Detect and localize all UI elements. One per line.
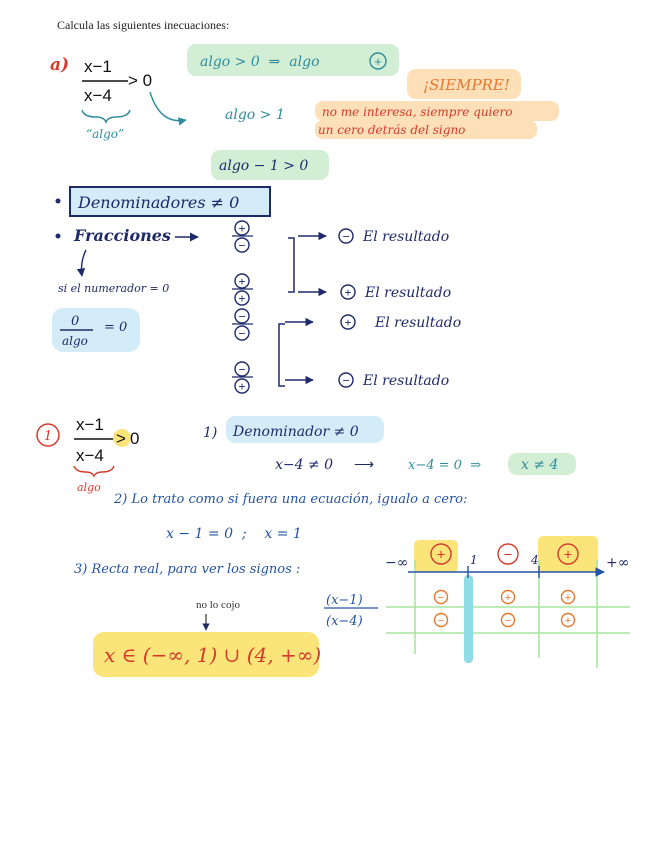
step1-arrow: ⟶ <box>354 456 375 472</box>
step1-result: x ≠ 4 <box>521 457 559 473</box>
rule-3-result-sign: + <box>344 315 352 330</box>
rule-1-result-text: El resultado <box>363 229 450 245</box>
row-label-1: (x−1) <box>326 593 363 608</box>
neg-infinity: −∞ <box>385 555 409 571</box>
excluded-column <box>464 575 473 663</box>
step1-work-left: x−4 ≠ 0 <box>275 457 334 473</box>
alt-form: algo > 1 <box>225 107 285 123</box>
rule-2-result-sign: + <box>344 285 352 300</box>
comment-line-1: no me interesa, siempre quiero <box>322 105 513 119</box>
exercise-number: 1 <box>43 429 53 444</box>
part-a-numerator: x−1 <box>84 57 112 76</box>
zero-fraction-den: algo <box>62 334 88 348</box>
rule-4-result-text: El resultado <box>363 373 450 389</box>
exercise-zero: 0 <box>130 429 140 448</box>
fractions-label: Fracciones <box>74 226 171 245</box>
rule-bracket-bottom <box>279 324 285 386</box>
step1-work-mid: x−4 = 0 ⇒ <box>408 458 482 473</box>
rule-box-text: algo > 0 ⇒ algo <box>200 54 320 70</box>
sign-table <box>324 536 630 668</box>
part-a-relation: > 0 <box>128 71 153 90</box>
interval-sign-3: + <box>563 546 573 564</box>
part-a-brace <box>82 110 130 122</box>
step1-label: 1) <box>203 425 218 441</box>
exercise-brace <box>74 466 114 476</box>
exercise-numerator: x−1 <box>76 415 104 434</box>
rule-3-denominator-sign: − <box>238 326 246 341</box>
row-label-2: (x−4) <box>326 614 363 629</box>
always-note: ¡SIEMPRE! <box>423 76 510 94</box>
denominators-label: Denominadores ≠ 0 <box>78 193 240 212</box>
rule-box-plus-icon: + <box>374 54 382 69</box>
exercise-relation: > <box>116 429 126 448</box>
zero-fraction-eq: = 0 <box>104 320 128 335</box>
instruction: Calcula las siguientes inecuaciones: <box>57 18 230 32</box>
interval-sign-2: − <box>503 546 513 564</box>
rule-2-numerator-sign: + <box>238 274 246 289</box>
row-1-sign-3: + <box>564 591 572 604</box>
part-a-denominator: x−4 <box>84 86 112 105</box>
step2-text: 2) Lo trato como si fuera una ecuación, igualo a cero: <box>114 492 468 507</box>
row-2-sign-3: + <box>564 614 572 627</box>
point-4: 4 <box>531 553 539 567</box>
row-2-sign-1: − <box>437 614 445 627</box>
row-2-sign-2: − <box>504 614 512 627</box>
exercise-denominator: x−4 <box>76 446 104 465</box>
step2-work: x − 1 = 0 ; x = 1 <box>166 526 302 542</box>
point-1: 1 <box>470 553 478 567</box>
rule-3-result-text: El resultado <box>375 315 462 331</box>
rule-4-result-sign: − <box>342 373 350 388</box>
rule-2-result-text: El resultado <box>365 285 452 301</box>
row-1-sign-2: + <box>504 591 512 604</box>
solution: x ∈ (−∞, 1) ∪ (4, +∞) <box>104 643 322 667</box>
part-a-curved-arrow <box>150 92 186 121</box>
rule-1-numerator-sign: + <box>238 221 246 236</box>
rule-bracket-top <box>288 238 294 292</box>
sign-rules <box>232 221 461 393</box>
bullet-2 <box>56 234 61 239</box>
zero-fraction-num: 0 <box>71 314 80 329</box>
rule-1-denominator-sign: − <box>238 238 246 253</box>
numerator-note: si el numerador = 0 <box>58 282 170 295</box>
part-a-label: a) <box>50 55 70 75</box>
numerator-note-arrow <box>82 250 87 276</box>
rule-1-result-sign: − <box>342 229 350 244</box>
interval-sign-1: + <box>436 546 446 564</box>
bullet-1 <box>56 199 61 204</box>
rule-3-numerator-sign: − <box>238 309 246 324</box>
comment-line-2: un cero detrás del signo <box>318 123 466 137</box>
row-1-sign-1: − <box>437 591 445 604</box>
part-a-brace-note: “algo” <box>86 127 125 141</box>
excluded-note: no lo cojo <box>196 599 240 611</box>
rule-4-denominator-sign: + <box>238 379 246 394</box>
rule-2-denominator-sign: + <box>238 291 246 306</box>
exercise-brace-note: algo <box>77 481 101 494</box>
rule-4-numerator-sign: − <box>238 362 246 377</box>
step3-text: 3) Recta real, para ver los signos : <box>74 562 301 577</box>
step1-box: Denominador ≠ 0 <box>233 424 359 440</box>
pos-infinity: +∞ <box>606 555 630 571</box>
rewrite-box: algo − 1 > 0 <box>219 158 309 174</box>
